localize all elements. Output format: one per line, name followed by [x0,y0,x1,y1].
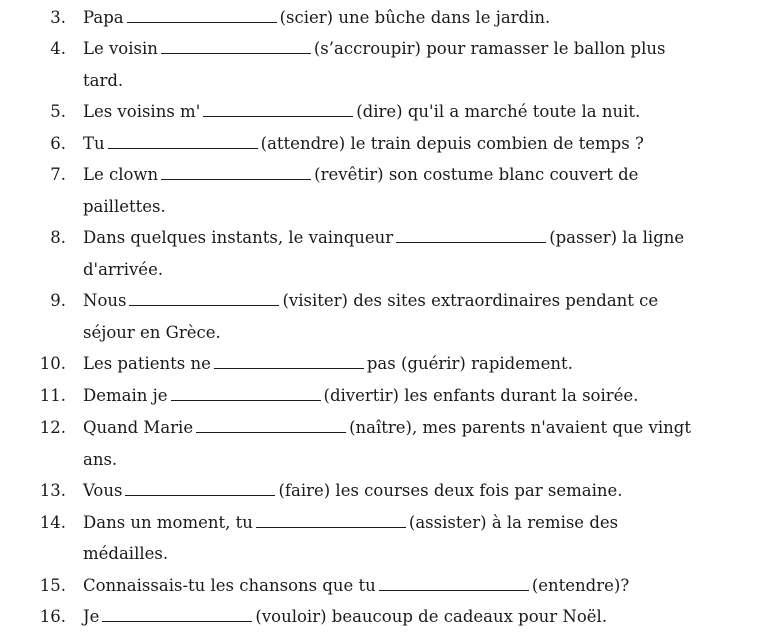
exercise-number: 13. [39,481,66,500]
exercise-item [0,601,763,632]
sentence-start: Dans un moment, tu [83,513,253,532]
answer-blank[interactable] [129,287,279,306]
answer-blank[interactable] [379,572,529,591]
exercise-number: 4. [50,39,66,58]
sentence-start: Je [83,607,100,626]
exercise-continuation [0,538,763,569]
answer-blank[interactable] [161,35,311,54]
exercise-number: 16. [39,607,66,626]
verb-hint: (entendre)? [531,576,630,595]
exercise-number: 14. [39,513,66,532]
exercise-item [0,475,763,506]
sentence-end: médailles. [83,544,169,563]
sentence-end: séjour en Grèce. [83,323,221,342]
exercise-item [0,507,763,538]
exercise-continuation [0,254,763,285]
exercise-item [0,222,763,253]
sentence-start: Vous [83,481,123,500]
verb-hint: (vouloir) beaucoup de cadeaux pour Noël. [255,607,608,626]
verb-hint: (scier) une bûche dans le jardin. [279,8,551,27]
sentence-start: Les voisins m' [83,102,201,121]
exercise-number: 7. [50,165,66,184]
answer-blank[interactable] [214,350,364,369]
answer-blank[interactable] [127,4,277,23]
exercise-item [0,159,763,190]
exercise-item [0,33,763,64]
answer-blank[interactable] [108,130,258,149]
exercise-item [0,570,763,601]
answer-blank[interactable] [203,98,353,117]
sentence-start: Tu [83,134,105,153]
verb-hint: (visiter) des sites extraordinaires pendant ce [282,291,659,310]
exercise-number: 11. [39,386,66,405]
sentence-start: Quand Marie [83,418,194,437]
verb-hint: (dire) qu'il a marché toute la nuit. [356,102,641,121]
verb-hint: (passer) la ligne [549,228,685,247]
exercise-continuation [0,65,763,96]
answer-blank[interactable] [256,509,406,528]
answer-blank[interactable] [102,603,252,622]
sentence-end: ans. [83,450,118,469]
answer-blank[interactable] [161,161,311,180]
answer-blank[interactable] [396,224,546,243]
sentence-start: Connaissais-tu les chansons que tu [83,576,376,595]
exercise-number: 9. [50,291,66,310]
exercise-number: 12. [39,418,66,437]
exercise-item [0,348,763,379]
answer-blank[interactable] [196,414,346,433]
sentence-start: Le clown [83,165,159,184]
exercise-item [0,285,763,316]
verb-hint: (divertir) les enfants durant la soirée. [323,386,639,405]
exercise-number: 5. [50,102,66,121]
sentence-start: Dans quelques instants, le vainqueur [83,228,394,247]
verb-hint: (faire) les courses deux fois par semaine. [278,481,623,500]
exercise-number: 10. [39,354,66,373]
sentence-start: Le voisin [83,39,158,58]
sentence-end: d'arrivée. [83,260,164,279]
exercise-item [0,128,763,159]
exercise-continuation [0,191,763,222]
verb-hint: (s’accroupir) pour ramasser le ballon plus [313,39,666,58]
verb-hint: (attendre) le train depuis combien de temps ? [260,134,644,153]
answer-blank[interactable] [171,382,321,401]
sentence-start: Demain je [83,386,168,405]
sentence-end: tard. [83,71,124,90]
verb-hint: (assister) à la remise des [408,513,619,532]
sentence-end: paillettes. [83,197,166,216]
exercise-continuation [0,317,763,348]
exercise-item [0,2,763,33]
verb-hint: pas (guérir) rapidement. [366,354,573,373]
answer-blank[interactable] [125,477,275,496]
exercise-number: 6. [50,134,66,153]
exercise-continuation [0,444,763,475]
sentence-start: Les patients ne [83,354,211,373]
verb-hint: (revêtir) son costume blanc couvert de [314,165,639,184]
sentence-start: Papa [83,8,124,27]
exercise-number: 8. [50,228,66,247]
exercise-number: 15. [39,576,66,595]
verb-hint: (naître), mes parents n'avaient que vingt [349,418,691,437]
exercise-item [0,96,763,127]
exercise-item [0,412,763,443]
exercise-number: 3. [50,8,66,27]
exercise-item [0,380,763,411]
sentence-start: Nous [83,291,127,310]
